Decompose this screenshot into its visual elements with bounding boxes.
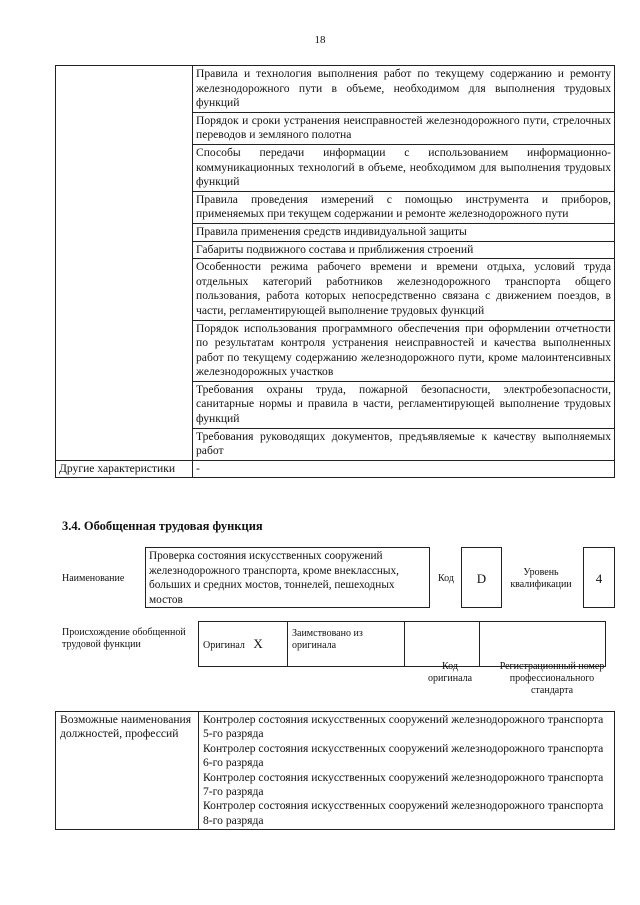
- positions-label: Возможные наименования должностей, профессий: [56, 712, 199, 830]
- knowledge-item: Особенности режима рабочего времени и времени отдыха, условий труда отдельных категорий работников железнодорожного транспорта общего пользования, работа которых непосредственно связана с движением поездов, в части, регламентирующей выполнение трудовых функций: [193, 259, 615, 320]
- original-code-cell: [405, 622, 480, 667]
- origin-label: Происхождение обобщенной трудовой функции: [62, 627, 186, 650]
- positions-list: [199, 712, 615, 830]
- borrowed-cell: Заимствовано из оригинала: [288, 622, 405, 667]
- knowledge-item: Требования руководящих документов, предъявляемые к качеству выполняемых работ: [193, 428, 615, 460]
- code-value-box: D: [461, 547, 502, 608]
- knowledge-item: Требования охраны труда, пожарной безопасности, электробезопасности, санитарные нормы и правила в части, регламентирующей выполнение трудовых функций: [193, 381, 615, 428]
- original-mark: X: [253, 636, 263, 651]
- position-item: Контролер состояния искусственных сооружений железнодорожного транспорта 5-го разряда: [203, 713, 604, 741]
- function-name-box: Проверка состояния искусственных сооружений железнодорожного транспорта, кроме внеклассных, больших и средних мостов, тоннелей, пешеходных мостов: [145, 547, 430, 608]
- knowledge-item: Правила проведения измерений с помощью инструмента и приборов, применяемых при текущем содержании и ремонте железнодорожного пути: [193, 191, 615, 223]
- position-item: Контролер состояния искусственных сооружений железнодорожного транспорта 6-го разряда: [203, 741, 604, 770]
- position-item: Контролер состояния искусственных сооружений железнодорожного транспорта 8-го разряда: [203, 799, 604, 827]
- reg-number-cell: [480, 622, 606, 667]
- level-label: Уровень квалификации: [510, 567, 572, 590]
- knowledge-item: Правила применения средств индивидуальной защиты: [193, 223, 615, 241]
- knowledge-item: Порядок и сроки устранения неисправностей железнодорожного пути, стрелочных переводов и земляного полотна: [193, 112, 615, 144]
- knowledge-item: Правила и технология выполнения работ по текущему содержанию и ремонту железнодорожного пути в объеме, необходимом для выполнения трудовых функций: [193, 66, 615, 113]
- knowledge-item: Порядок использования программного обеспечения при оформлении отчетности по результатам контроля устранения неисправностей и качества выполненных работ по текущему содержанию железнодорожного пути, кроме малоинтенсивных железнодорожных участков: [193, 320, 615, 381]
- positions-table: [55, 711, 615, 830]
- knowledge-label-cell: [56, 66, 193, 461]
- page-number: 18: [314, 34, 326, 46]
- name-label: Наименование: [62, 573, 125, 584]
- knowledge-item: Способы передачи информации с использованием информационно-коммуникационных технологий в объеме, необходимом для выполнения трудовых функций: [193, 144, 615, 191]
- original-cell: [199, 622, 288, 667]
- code-label: Код: [438, 573, 454, 584]
- reg-number-caption: Регистрационный номер профессионального стандарта: [499, 661, 605, 696]
- level-value-box: 4: [583, 547, 615, 608]
- other-characteristics-value: -: [193, 460, 615, 478]
- section-title: 3.4. Обобщенная трудовая функция: [62, 519, 263, 533]
- knowledge-item: Габариты подвижного состава и приближения строений: [193, 241, 615, 259]
- other-characteristics-label: Другие характеристики: [56, 460, 193, 478]
- code-original-caption: Код оригинала: [427, 661, 473, 684]
- original-label: Оригинал: [203, 640, 245, 651]
- position-item: Контролер состояния искусственных сооружений железнодорожного транспорта 7-го разряда: [203, 770, 604, 799]
- knowledge-table: [55, 65, 615, 478]
